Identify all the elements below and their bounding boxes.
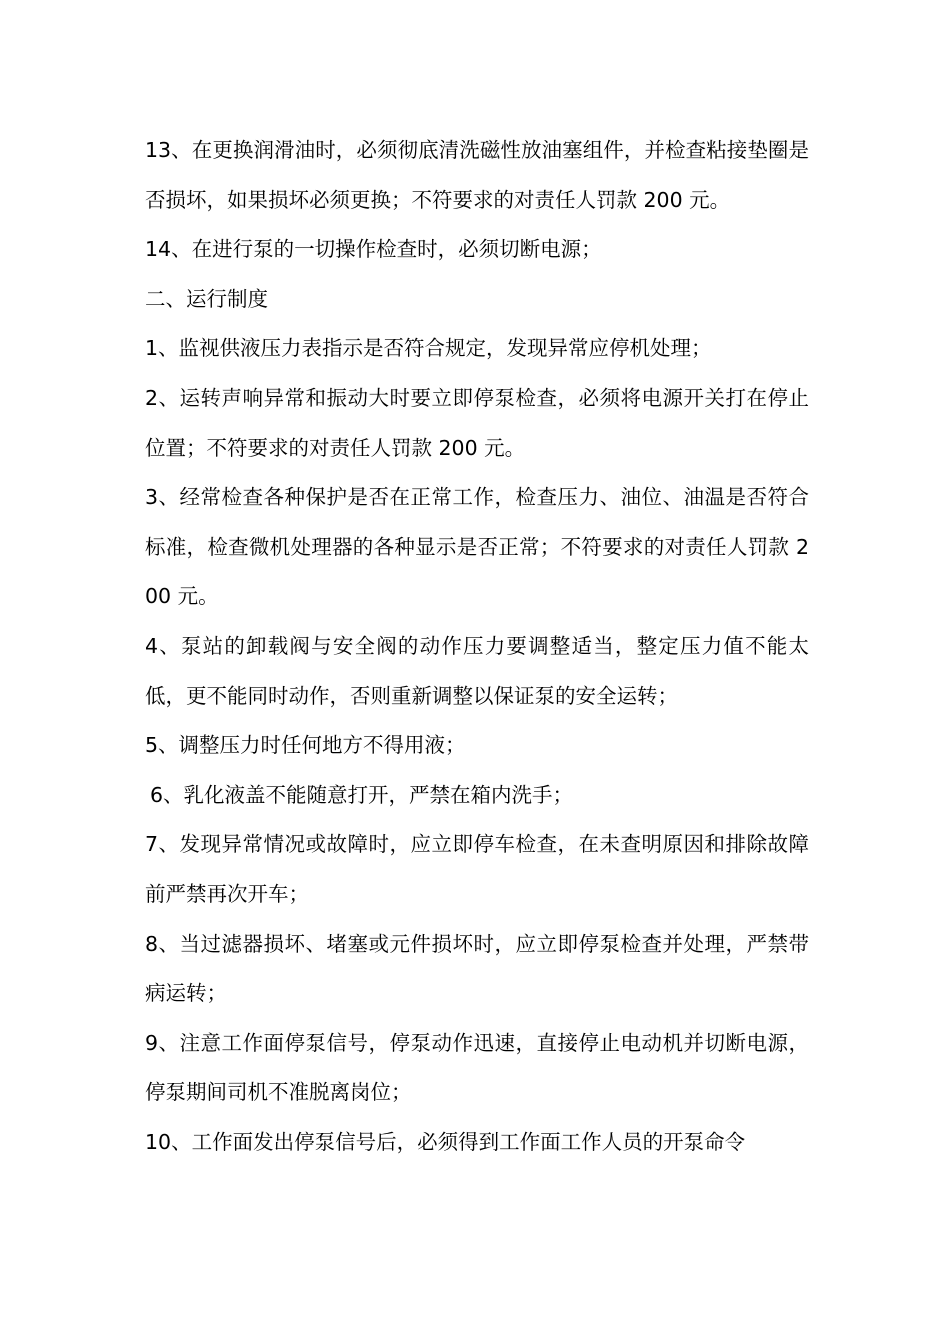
paragraph-item-3: 3、经常检查各种保护是否在正常工作，检查压力、油位、油温是否符合标准，检查微机处理器的各种显示是否正常；不符要求的对责任人罚款 200 元。 [145, 485, 809, 609]
paragraph-item-4: 4、泵站的卸载阀与安全阀的动作压力要调整适当，整定压力值不能太低，更不能同时动作，否则重新调整以保证泵的安全运转； [145, 633, 809, 708]
document-body [145, 126, 809, 1167]
paragraph-item-8: 8、当过滤器损坏、堵塞或元件损坏时，应立即停泵检查并处理，严禁带病运转； [145, 931, 809, 1006]
paragraph-item-9: 9、注意工作面停泵信号，停泵动作迅速，直接停止电动机并切断电源，停泵期间司机不准脱离岗位； [145, 1030, 809, 1105]
paragraph-item-14: 14、在进行泵的一切操作检查时，必须切断电源； [145, 237, 602, 262]
paragraph-item-13: 13、在更换润滑油时，必须彻底清洗磁性放油塞组件，并检查粘接垫圈是否损坏，如果损坏必须更换；不符要求的对责任人罚款 200 元。 [145, 138, 809, 212]
paragraph-item-1: 1、监视供液压力表指示是否符合规定，发现异常应停机处理； [145, 336, 712, 361]
paragraph-item-7: 7、发现异常情况或故障时，应立即停车检查，在未查明原因和排除故障前严禁再次开车； [145, 832, 809, 906]
section-heading-operation-rules: 二、运行制度 [145, 286, 268, 311]
paragraph-item-6: 6、乳化液盖不能随意打开，严禁在箱内洗手； [150, 782, 574, 807]
paragraph-item-2: 2、运转声响异常和振动大时要立即停泵检查，必须将电源开关打在停止位置；不符要求的对责任人罚款 200 元。 [145, 385, 809, 460]
paragraph-item-10: 10、工作面发出停泵信号后，必须得到工作面工作人员的开泵命令 [145, 1129, 746, 1154]
paragraph-item-5: 5、调整压力时任何地方不得用液； [145, 733, 466, 758]
